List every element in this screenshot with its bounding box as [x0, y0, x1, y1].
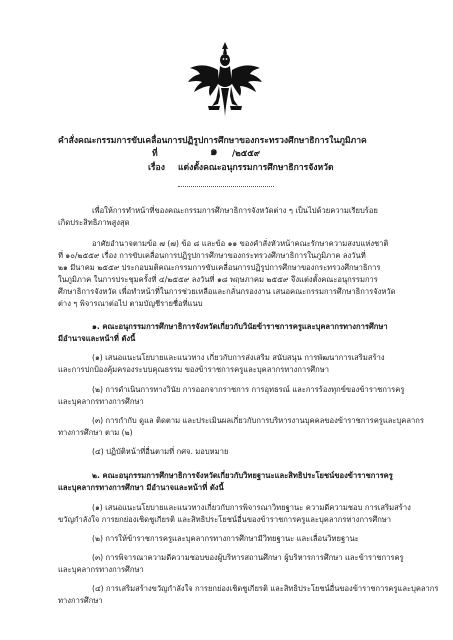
- list-item: ขวัญกำลังใจ การยกย่องเชิดชูเกียรติ และสิทธิประโยชน์อื่นของข้าราชการครูและบุคลากรทางการศึกษา: [58, 515, 392, 524]
- list-item: ทางการศึกษา ตาม (๒): [58, 428, 133, 437]
- subject-text: แต่งตั้งคณะอนุกรรมการศึกษาธิการจังหวัด: [178, 163, 334, 173]
- order-title: คำสั่งคณะกรรมการขับเคลื่อนการปฏิรูปการศึกษาของกระทรวงศึกษาธิการในภูมิภาค: [58, 136, 367, 146]
- paragraph-line: เกิดประสิทธิภาพสูงสุด: [58, 218, 130, 227]
- paragraph-line: ที่ ๑๐/๒๕๕๙ เรื่อง การขับเคลื่อนการปฏิรูปการศึกษาของกระทรวงศึกษาธิการในภูมิภาค ลงวันที่: [58, 251, 366, 260]
- paragraph-line: เพื่อให้การทำหน้าที่ของคณะกรรมการศึกษาธิการจังหวัดต่าง ๆ เป็นไปด้วยความเรียบร้อย: [92, 206, 378, 215]
- list-item: ทางการศึกษา: [58, 596, 103, 605]
- list-item: (๔) ปฏิบัติหน้าที่อื่นตามที่ กศจ. มอบหมาย: [92, 447, 229, 456]
- section-heading: และบุคลากรทางการศึกษา มีอำนาจและหน้าที่ ดังนี้: [58, 483, 224, 492]
- list-item: และบุคลากรทางการศึกษา: [58, 565, 144, 574]
- order-year: /๒๕๕๙: [232, 149, 261, 159]
- order-number: ๑: [210, 144, 218, 158]
- subject-label: เรื่อง: [148, 163, 165, 173]
- header-divider: [178, 186, 274, 187]
- list-item: (๒) การให้ข้าราชการครูและบุคลากรทางการศึกษามีวิทยฐานะ และเลื่อนวิทยฐานะ: [92, 534, 359, 543]
- paragraph-line: ศึกษาธิการจังหวัด เพื่อทำหน้าที่ในการช่วยเหลือและกลั่นกรองงาน เสนอคณะกรรมการศึกษาธิการจังหวัด: [58, 287, 396, 296]
- section-heading: มีอำนาจและหน้าที่ ดังนี้: [58, 334, 136, 343]
- paragraph-line: อาศัยอำนาจตามข้อ ๗ (๗) ข้อ ๘ และข้อ ๑๑ ของคำสั่งหัวหน้าคณะรักษาความสงบแห่งชาติ: [92, 239, 389, 248]
- list-item: (๑) เสนอแนะนโยบายและแนวทาง เกี่ยวกับการส่งเสริม สนับสนุน การพัฒนาการเสริมสร้าง: [92, 353, 385, 362]
- list-item: (๒) การดำเนินการทางวินัย การออกจากราชการ การอุทธรณ์ และการร้องทุกข์ของข้าราชการครู: [92, 385, 405, 394]
- list-item: (๓) การกำกับ ดูแล ติดตาม และประเมินผลเกี่ยวกับการบริหารงานบุคคลของข้าราชการครูและบุคลากร: [92, 416, 424, 425]
- paragraph-line: ต่าง ๆ พิจารณาต่อไป ตามบัญชีรายชื่อที่แนบ: [58, 299, 203, 308]
- list-item: (๑) เสนอแนะนโยบายและแนวทางเกี่ยวกับการพิจารณาวิทยฐานะ ความดีความชอบ การเสริมสร้าง: [92, 503, 411, 512]
- list-item: และบุคลากรทางการศึกษา: [58, 397, 144, 406]
- list-item: และการปกป้องคุ้มครองระบบคุณธรรม ของข้าราชการครูและบุคลากรทางการศึกษา: [58, 365, 329, 374]
- section-heading: ๑. คณะอนุกรรมการศึกษาธิการจังหวัดเกี่ยวกับวินัยข้าราชการครูและบุคลากรทางการศึกษา: [92, 322, 388, 331]
- list-item: (๓) การพิจารณาความดีความชอบของผู้บริหารสถานศึกษา ผู้บริหารการศึกษา และข้าราชการครู: [92, 553, 404, 562]
- garuda-emblem-icon: [186, 40, 264, 120]
- paragraph-line: ในภูมิภาค ในการประชุมครั้งที่ ๔/๒๕๕๙ ลงวันที่ ๑๘ พฤษภาคม ๒๕๕๙ จึงแต่งตั้งคณะอนุกรรมการ: [58, 275, 378, 284]
- order-number-label: ที่: [152, 149, 158, 159]
- section-heading: ๒. คณะอนุกรรมการศึกษาธิการจังหวัดเกี่ยวกับวิทยฐานะและสิทธิประโยชน์ของข้าราชการครู: [92, 471, 393, 480]
- list-item: (๔) การเสริมสร้างขวัญกำลังใจ การยกย่องเชิดชูเกียรติ และสิทธิประโยชน์อื่นของข้าราชการครูและบุคลากร: [92, 584, 439, 593]
- paragraph-line: ๒๑ มีนาคม ๒๕๕๙ ประกอบมติคณะกรรมการขับเคลื่อนการปฏิรูปการศึกษาของกระทรวงศึกษาธิการ: [58, 263, 381, 272]
